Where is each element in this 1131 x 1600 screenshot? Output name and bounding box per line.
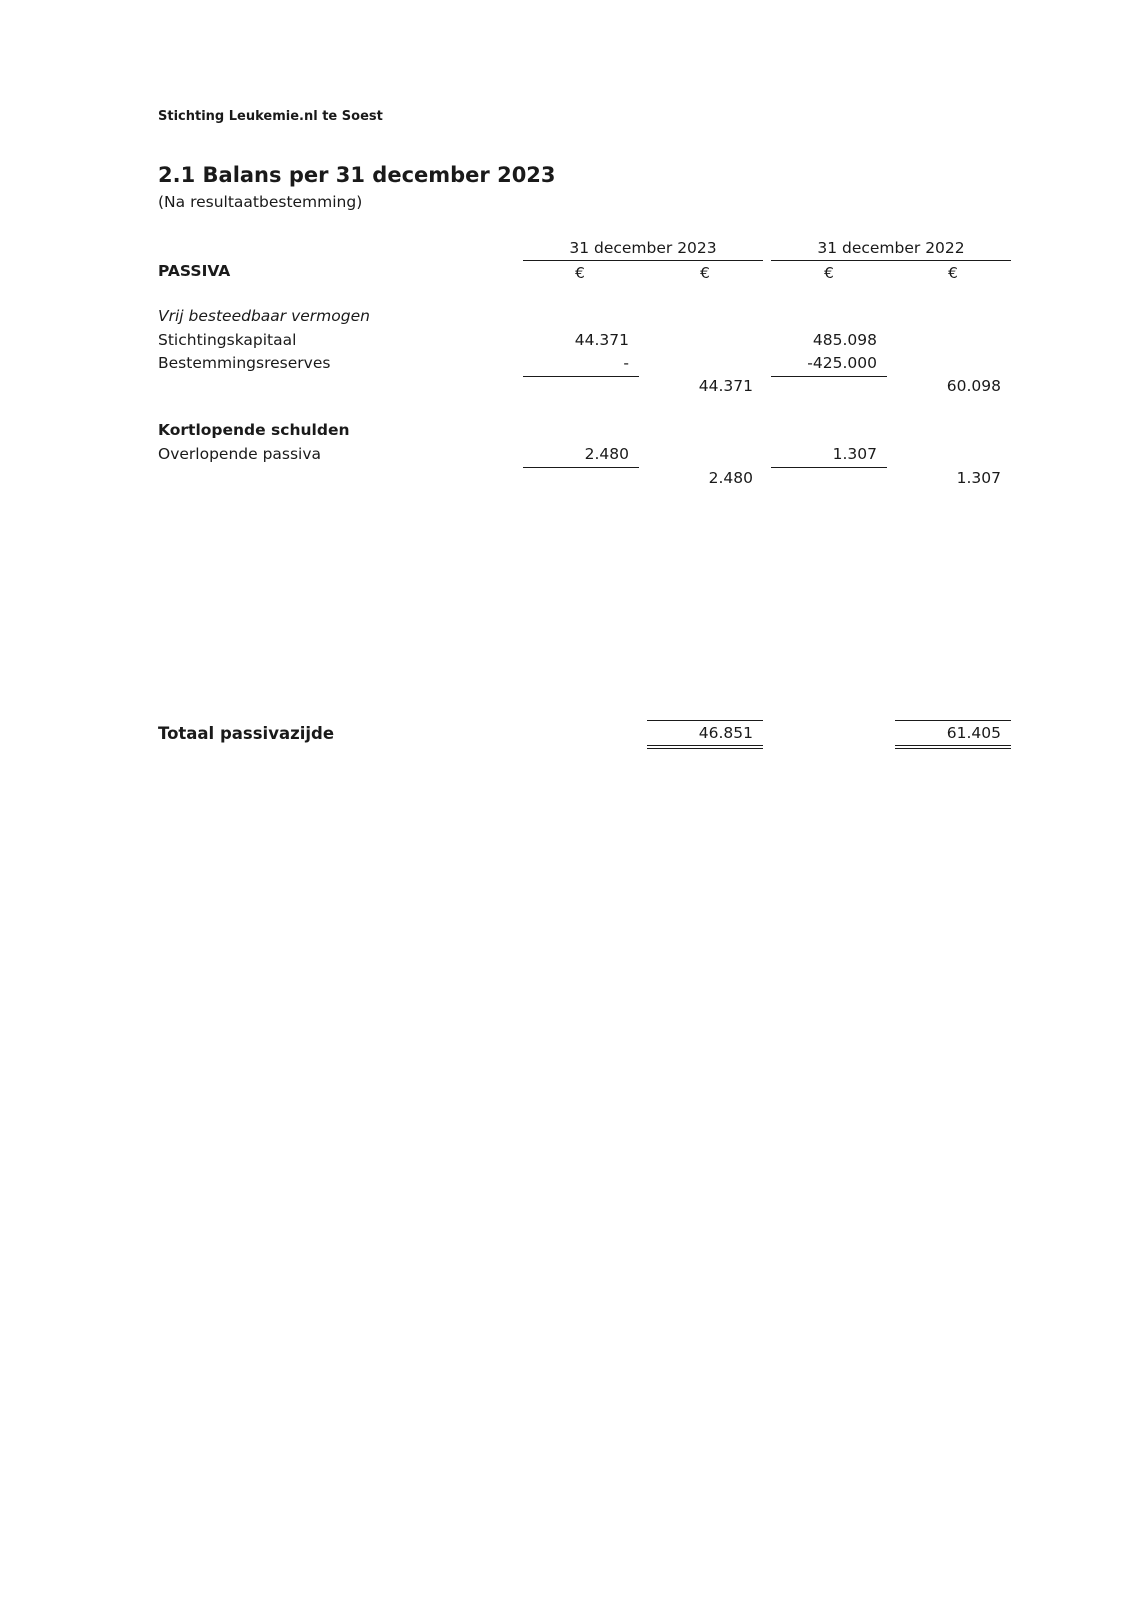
value-bestemmingsreserves-2023: - [623,354,629,372]
section-heading-passiva: PASSIVA [158,262,231,280]
currency-symbol: € [948,264,958,282]
currency-symbol: € [824,264,834,282]
total-top-line-2022 [895,720,1011,721]
schulden-heading: Kortlopende schulden [158,421,350,439]
column-header-underline-2022 [771,260,1011,261]
vermogen-heading: Vrij besteedbaar vermogen [158,307,370,325]
subtotal-schulden-2022: 1.307 [956,469,1001,487]
column-header-2022: 31 december 2022 [817,239,965,257]
subtotal-vermogen-2023: 44.371 [698,377,753,395]
organization-name: Stichting Leukemie.nl te Soest [158,109,383,124]
page-subtitle: (Na resultaatbestemming) [158,193,363,211]
total-label: Totaal passivazijde [158,724,335,743]
total-value-2022: 61.405 [946,724,1001,742]
value-stichtingskapitaal-2022: 485.098 [812,331,877,349]
column-header-2023: 31 december 2023 [569,239,717,257]
subtotal-line-2023 [523,376,639,377]
value-bestemmingsreserves-2022: -425.000 [807,354,877,372]
value-overlopende-passiva-2023: 2.480 [584,445,629,463]
subtotal-schulden-2023: 2.480 [708,469,753,487]
subtotal-line-2023 [523,467,639,468]
row-label-bestemmingsreserves: Bestemmingsreserves [158,354,331,372]
row-label-overlopende-passiva: Overlopende passiva [158,445,322,463]
column-header-underline-2023 [523,260,763,261]
value-overlopende-passiva-2022: 1.307 [832,445,877,463]
value-stichtingskapitaal-2023: 44.371 [574,331,629,349]
subtotal-line-2022 [771,376,887,377]
row-label-stichtingskapitaal: Stichtingskapitaal [158,331,297,349]
total-double-underline-2023 [647,745,763,749]
total-value-2023: 46.851 [698,724,753,742]
subtotal-vermogen-2022: 60.098 [946,377,1001,395]
currency-symbol: € [575,264,585,282]
total-double-underline-2022 [895,745,1011,749]
total-top-line-2023 [647,720,763,721]
subtotal-line-2022 [771,467,887,468]
currency-symbol: € [700,264,710,282]
page-title: 2.1 Balans per 31 december 2023 [158,163,556,187]
